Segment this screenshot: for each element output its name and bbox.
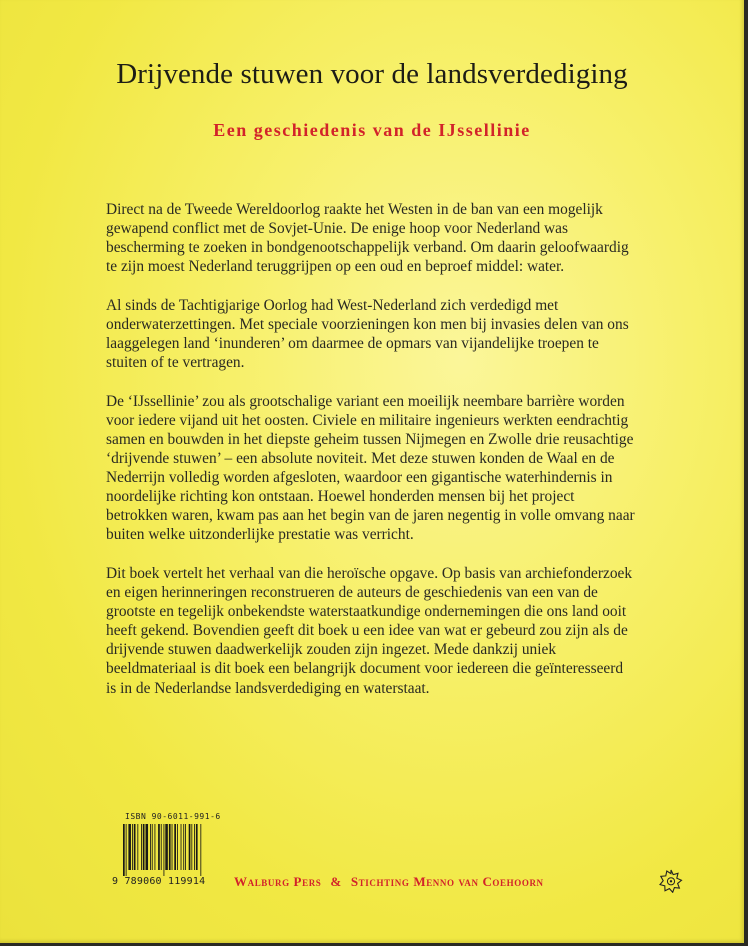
- barcode-bar: [152, 824, 153, 870]
- barcode-bar: [137, 824, 138, 870]
- barcode-bar: [196, 824, 198, 870]
- barcode-digits: 9 789060 119914: [112, 876, 206, 887]
- barcode-bar: [177, 824, 178, 870]
- barcode-bar: [165, 824, 168, 870]
- barcode-bar: [134, 824, 136, 870]
- barcode-bar: [132, 824, 133, 870]
- blurb-paragraph-1: Direct na de Tweede Wereldoorlog raakte het Westen in de ban van een mogelijk gewapend conflict met de Sovjet-Unie. De enige hoop voor Nederland was bescherming te zoeken in bondgenootschappelijk verband. Om daarin geloofwaardig te zijn moest Nederland teruggrijpen op een oud en beproef middel: water.: [106, 201, 629, 276]
- blurb-paragraph-3: De ‘IJssellinie’ zou als grootschalige variant een moeilijk neembare barrière worden voor iedere vijand uit het oosten. Civiele en militaire ingenieurs werkten eendrachtig samen en bouwden in het diepste geheim tussen Nijmegen en Zwolle drie reusachtige ‘drijvende stuwen’ – een absolute noviteit. Met deze stuwen konden de Waal en de Nederrijn volledig worden afgesloten, waardoor een gigantische waterhindernis in noordelijke richting kon ontstaan. Hoewel honderden mensen bij het project betrokken waren, kwam pas aan het begin van de jaren negentig in volle omvang naar buiten welke uitzonderlijke prestatie was verricht.: [106, 392, 635, 544]
- barcode-bar: [200, 824, 201, 876]
- barcode-bar: [185, 824, 186, 870]
- barcode-bar: [183, 824, 184, 870]
- barcode-bar: [189, 824, 191, 870]
- barcode-bar: [181, 824, 182, 870]
- publisher-walburg-pers: Walburg Pers: [234, 874, 322, 889]
- barcode-bar: [161, 824, 162, 870]
- barcode-bar: [126, 824, 127, 876]
- barcode-bar: [172, 824, 173, 870]
- isbn-label: ISBN 90-6011-991-6: [125, 812, 221, 821]
- publisher-stichting: Stichting Menno van Coehoorn: [350, 874, 544, 889]
- barcode-bar: [150, 824, 151, 870]
- barcode-bar: [123, 824, 125, 876]
- barcode-bar: [143, 824, 145, 870]
- barcode-icon: [122, 824, 226, 876]
- barcode-bar: [169, 824, 171, 870]
- book-title: Drijvende stuwen voor de landsverdediging: [116, 58, 628, 90]
- barcode-bar: [155, 824, 156, 870]
- barcode-bar: [141, 824, 142, 870]
- barcode-bar: [158, 824, 160, 870]
- barcode-bar: [146, 824, 149, 870]
- blurb-paragraph-4: Dit boek vertelt het verhaal van die heroïsche opgave. Op basis van archiefonderzoek en eigen herinneringen reconstrueren de auteurs de geschiedenis van een van de grootste en tegelijk onbekendste waterstaatkundige ondernemingen die ons land ooit heeft gekend. Bovendien geeft dit boek u een idee van wat er gebeurd zou zijn als de drijvende stuwen daadwerkelijk zouden zijn ingezet. Mede dankzij uniek beeldmateriaal is dit boek een belangrijk document voor iedereen die geïnteresseerd is in de Nederlandse landsverdediging en waterstaat.: [106, 565, 633, 697]
- fortress-star-icon: [659, 869, 683, 893]
- barcode-bar: [191, 824, 192, 870]
- publisher-line: [234, 874, 544, 890]
- publisher-ampersand: &: [330, 874, 342, 889]
- blurb-paragraph-2: Al sinds de Tachtigjarige Oorlog had West-Nederland zich verdedigd met onderwaterzettingen. Met speciale voorzieningen kon men bij invasies delen van ons laaggelegen land ‘inunderen’ om daarmee de opmars van vijandelijke troepen te stuiten of te vertragen.: [106, 296, 629, 372]
- barcode-bar: [174, 824, 176, 870]
- barcode-bar: [194, 824, 195, 870]
- blurb-text: [106, 200, 636, 717]
- barcode-block: [112, 812, 224, 887]
- barcode-bar: [128, 824, 131, 870]
- barcode-bar: [164, 824, 165, 876]
- book-subtitle: Een geschiedenis van de IJssellinie: [213, 120, 531, 140]
